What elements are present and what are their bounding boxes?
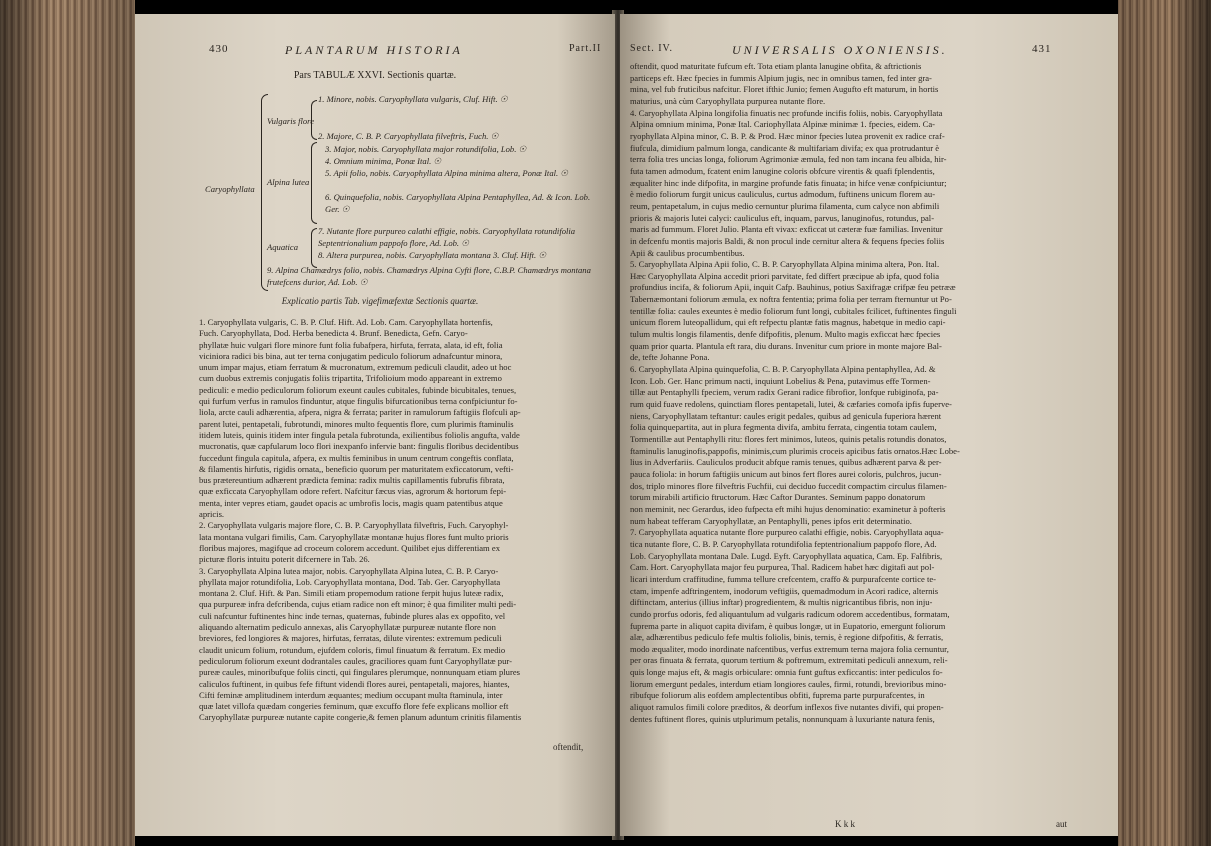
text-line: non meminit, nec Gerardus, ideo fufpecta eft mihi hujus denominatio: examinetur à pofteris: [630, 503, 946, 514]
text-line: quam prior quarta. Plantula eft rara, diu durans. Invenitur cum priore in monte majore Bal-: [630, 340, 942, 351]
text-line: particeps eft. Hæc fpecies in fummis Alpium jugis, nec in omnibus tamen, fed inter gra-: [630, 72, 932, 83]
tree-entry-7: 7. Nutante flore purpureo calathi effigie, nobis. Caryophyllata rotundifolia Septentrionalium pappofo flore, Ad. Lob. ☉: [318, 226, 576, 248]
text-line: pureæ caules, minoribufque foliis cincti, qui fingulares plerumque, nonnunquam etiam plures: [199, 667, 520, 678]
text-line: itidem luteis, quinis itidem inter fingula petala fubrotunda, exilientibus foliolis angufta, valde: [199, 429, 520, 440]
genus-label: Caryophyllata: [205, 184, 255, 194]
text-line: mina, vel fub fruticibus nafcitur. Floret ifthic Junio; femen Augufto eft maturum, in hortis: [630, 84, 939, 95]
right-page: [620, 14, 1118, 836]
text-line: dos, triplo minores flore filveftris Fuchfii, cui deciduo fuccedit compactim circulus filamen-: [630, 480, 947, 491]
text-line: Tabernæmontani foliorum æmula, ex noftra fententia; prima folia per terram fternuntur ut Po-: [630, 294, 952, 305]
group-alpina: Alpina lutea: [267, 177, 310, 187]
text-line: è medio foliorum furgit unicus cauliculus, curtus admodum, fuftinens unicum florem au-: [630, 189, 936, 200]
text-line: diftinctam, anterius (illius inftar) progredientem, & multis nigricantibus fibris, non inju-: [630, 597, 933, 608]
book-edge-right: [1118, 0, 1211, 846]
explicatio-heading: Explicatio partis Tab. vigefimæfextæ Sectionis quartæ.: [281, 296, 479, 306]
paragraph-1: [199, 317, 599, 724]
text-line: Fuch. Caryophyllata, Dod. Herba benedicta 4. Brunf. Benedicta, Gefn. Caryo-: [199, 328, 468, 339]
text-line: ctam, impenfe adftringentem, inodorum veftigiis, quemadmodum in Acori radice, alternis: [630, 585, 939, 596]
book-edge-left: [0, 0, 135, 846]
catchword-right: aut: [1056, 819, 1067, 829]
tree-entry-3: 3. Major, nobis. Caryophyllata major rotundifolia, Lob. ☉: [325, 144, 527, 154]
page-number-right: 431: [1032, 43, 1052, 55]
text-line: floribus majores, magifque ad croceum colorem accedunt. Quilibet ejus differentiam ex: [199, 542, 500, 553]
text-line: de, tefte Johanne Pona.: [630, 352, 710, 363]
text-line: Apii & caulibus procumbentibus.: [630, 247, 745, 258]
text-line: fuprema parte in aliquot capita divifam, è quibus longæ, ut in Eupatorio, emergunt foliorum: [630, 620, 946, 631]
text-line: quæ latet villofa quædam congeries feminum, quæ excuffo flore fefe explicans mollior eft: [199, 701, 509, 712]
text-line: in defcenfu montis majoris Baldi, & non procul inde cernitur altera & fequens fpecies foliis: [630, 235, 945, 246]
text-line: liola, arcte cauli adhærentia, afpera, nigra & ferrata; pariter in ramulorum faftigiis flofculi ap-: [199, 407, 521, 418]
text-line: ftaminulis lanuginofis,pappofis, minimis,cum plurimis croceis apicibus fatis ornatos.Hæc Lobe-: [630, 445, 960, 456]
text-line: dentes fuftinent flores, quinis utplurimum petalis, nonnunquam à luxuriante natura fenis,: [630, 713, 935, 724]
text-line: lata montana vulgari fimilis, Cam. Caryophyllatæ montanæ hujus flores funt multo prioris: [199, 531, 509, 542]
text-line: breviores, fed longiores & majores, hirfutas, ferratas, dilute virentes: extremum pediculi: [199, 633, 502, 644]
tree-entry-2: 2. Majore, C. B. P. Caryophyllata filveftris, Fuch. ☉: [318, 131, 499, 141]
right-body-text: [630, 61, 1070, 725]
running-title-left: PLANTARUM HISTORIA: [285, 43, 463, 57]
text-line: & filamentis hirfutis, rigidis ornata,, beneficio quorum per maturitatem exficcatorum, vefti-: [199, 463, 514, 474]
text-line: lius in Adverfariis. Cauliculos producit abfque ramis tenues, quibus adhærent parva & per-: [630, 457, 942, 468]
text-line: Cifti feminæ amplitudinem interdum æquantes; medium occupant multa ftaminula, inter: [199, 689, 503, 700]
text-line: culi nafcuntur fuftinentes hinc inde ternas, quaternas, fubinde plures alas ex oppofito, vel: [199, 610, 506, 621]
text-line: bus prætereuntium adhærent prædicta femina: radix multis capillamentis fubrufis fibrata,: [199, 475, 505, 486]
text-line: 5. Caryophyllata Alpina Apii folio, C. B. P. Caryophyllata Alpina minima altera, Pon. Ital.: [630, 259, 940, 270]
text-line: menta, inter vepres etiam, gaudet opacis ac umbrofis locis, magis quam patentibus atque: [199, 497, 503, 508]
text-line: rum quid fuave redolens, quinctiam flores pentapetali, lutei, & cæfaries comofa ipfis fuperve-: [630, 399, 952, 410]
text-line: liorum emergunt pedales, interdum etiam longiores caules, firmi, rotundi, brevioribus mino-: [630, 678, 947, 689]
vulgaris-brace: [311, 100, 317, 140]
text-line: quis longe majus eft, & magis orbiculare: omnia funt guftus exficcantis: inter pediculos fo-: [630, 667, 943, 678]
text-line: qui furfum verfus in ramulos finduntur, atque fingulis bifurcationibus terna confpiciuntur fo-: [199, 396, 518, 407]
text-line: tentillæ folia: caules exeuntes è medio foliorum funt longi, cubitales fcilicet, fuftinentes finguli: [630, 305, 957, 316]
text-line: pauca foliola: in horum faftigiis unicum aut binos fert flores aurei coloris, pulchros, jucun-: [630, 468, 942, 479]
text-line: 1. Caryophyllata vulgaris, C. B. P. Cluf. Hift. Ad. Lob. Cam. Caryophyllata hortenfis,: [199, 317, 493, 327]
text-line: parent lutei, pentapetali, fubrotundi, minores multo fequentis flore, cum plurimis ftaminulis: [199, 418, 514, 429]
group-vulgaris: Vulgaris flore: [267, 116, 315, 126]
text-line: Cam. Hort. Caryophyllata major feu purpurea, Thal. Radicem habet hæc digitafi aut pol-: [630, 562, 935, 573]
text-line: reum, pentapetalum, in cujus medio cernuntur plurima filamenta, cum calyce non abfimili: [630, 200, 940, 211]
text-line: fuccedunt fingula capitula, afpera, ex multis feminibus in unum centrum congeftis conflata,: [199, 452, 514, 463]
alpina-brace: [311, 142, 317, 224]
text-line: unum impar majus, etiam ferratum & mucronatum, extremum pediculi claudit, adeo ut hoc: [199, 362, 512, 373]
text-line: ribufque foliorum alis eofdem amplectentibus obfiti, fuprema parte purpurafcentes, in: [630, 690, 925, 701]
part-label: Part.II: [569, 43, 602, 54]
text-line: 7. Caryophyllata aquatica nutante flore purpureo calathi effigie, nobis. Caryophyllata aqua-: [630, 527, 944, 538]
text-line: pediculi: e medio pediculorum foliorum exeunt caules cubitales, fubinde bicubitales, tenues,: [199, 384, 517, 395]
tree-entry-9: 9. Alpina Chamædrys folio, nobis. Chamædrys Alpina Cyfti flore, C.B.P. Chamædrys montana frutefcens durior, Ad. Lob. ☉: [267, 265, 591, 287]
text-line: tulum multis longis filamentis, denfe difpofitis, plenum. Multo magis exficcat hæc fpecies: [630, 329, 941, 340]
text-line: Lob. Caryophyllata montana Dale. Lugd. Eyft. Caryophyllata aquatica, Cam. Ep. Falfibris,: [630, 550, 943, 561]
text-line: unicum florem luteopallidum, qui eft refpectu plantæ fatis magnus, habetque in medio capi-: [630, 317, 946, 328]
text-line: apricis.: [199, 509, 225, 520]
text-line: modo æqualiter, modo inordinate nafcentibus, verfus extremum terna majora folia cernuntur,: [630, 643, 949, 654]
text-line: phyllata major rotundifolia, Lob. Caryophyllata montana, Dod. Tab. Ger. Caryophyllata: [199, 576, 501, 587]
text-line: alæ, adhærentibus pediculo fefe multis foliolis, binis, ternis, è regione difpofitis, & ferratis,: [630, 632, 944, 643]
text-line: viciniora radici bis bina, aut ter terna conjugatim pediculo foliorum adnafcuntur minora,: [199, 350, 503, 361]
text-line: picturæ floris intuitu poterit difcernere in Tab. 26.: [199, 554, 370, 565]
aquatica-brace: [311, 228, 317, 268]
tree-entry-1: 1. Minore, nobis. Caryophyllata vulgaris, Cluf. Hift. ☉: [318, 94, 508, 104]
text-line: quæ exficcata Caryophyllam odore refert. Nafcitur fæcus vias, agrorum & hortorum fepi-: [199, 486, 507, 497]
tree-entry-6: 6. Quinquefolia, nobis. Caryophyllata Alpina Pentaphyllea, Ad. & Icon. Lob. Ger. ☉: [325, 192, 591, 214]
left-page: [135, 14, 615, 836]
section-label: Sect. IV.: [630, 43, 673, 54]
text-line: Icon. Lob. Ger. Hanc primum nacti, inquiunt Lobelius & Pena, putavimus effe Tormen-: [630, 375, 931, 386]
text-line: Hæc Caryophyllata Alpina accedit priori parvitate, fed differt præcipue ab ipfa, quod folia: [630, 270, 940, 281]
text-line: folia quinquepartita, aut in plura fegmenta divifa, ambitu ferrata, cingentia totam caulem,: [630, 422, 937, 433]
tree-entry-4: 4. Omnium minima, Ponæ Ital. ☉: [325, 156, 442, 166]
text-line: claudit unicum folium, rotundum, ejufdem coloris, fimul finuatum & ferratum. Ex medio: [199, 644, 506, 655]
text-line: Alpina omnium minima, Ponæ Ital. Cariophyllata Alpinæ minimæ 1. fpecies, eidem. Ca-: [630, 119, 936, 130]
text-line: 2. Caryophyllata vulgaris majore flore, C. B. P. Caryophyllata filveftris, Fuch. Caryophyl-: [199, 520, 509, 531]
table-title: Pars TABULÆ XXVI. Sectionis quartæ.: [293, 70, 457, 81]
text-line: caliculos fuftinent, in quibus fefe fiftunt videndi flores aurei, pentapetali, majores, hiantes,: [199, 678, 510, 689]
text-line: aliquot ramulos fimili colore præditos, & deorfum inflexos five nutantes divifi, qui propen-: [630, 702, 944, 713]
tree-entry-5: 5. Apii folio, nobis. Caryophyllata Alpina minima altera, Ponæ Ital. ☉: [325, 168, 568, 178]
text-line: tillæ aut Pentaphylli fpeciem, verum radix Gerani radice fibrofior, lonfque rubiginofa, pa-: [630, 387, 939, 398]
text-line: cundo prorfus odoris, fed aliquantulum ad vulgaris radicum odorem accedentibus, formatam,: [630, 608, 950, 619]
text-line: æqualiter hinc inde difpofita, in margine profunde fatis finuata; in hifce venæ confpiciuntur;: [630, 177, 947, 188]
text-line: 4. Caryophyllata Alpina longifolia finuatis nec profunde incifis foliis, nobis. Caryophyllata: [630, 107, 943, 118]
text-line: prioris & majoris lutei calyci: cauliculus eft, inquam, parvus, lanuginofus, rotundus, pal-: [630, 212, 935, 223]
text-line: tica nutante flore, C. B. P. Caryophyllata rotundifolia feptentrionalium pappofo flore, Ad.: [630, 538, 937, 549]
text-line: 6. Caryophyllata Alpina quinquefolia, C. B. P. Caryophyllata Alpina pentaphyllea, Ad. &: [630, 364, 936, 375]
text-line: cum duobus extremis conjugatis foliis tripartita, Trifolioium modo appareant in extremo: [199, 373, 502, 384]
text-line: qua purpureæ infra defcribenda, cujus etiam radice non eft minor; è qua fimiliter multi pedi-: [199, 599, 517, 610]
text-line: torum mirabili artificio ftructorum. Hæc Caftor Durantes. Seminum pappo donatorum: [630, 492, 926, 503]
page-number-left: 430: [209, 43, 229, 55]
text-line: 3. Caryophyllata Alpina lutea major, nobis. Caryophyllata Alpina lutea, C. B. P. Caryo-: [199, 565, 499, 576]
text-line: maris ad fummum. Floret Julio. Planta eft vivax: exficcat ut cæteræ fuæ familias. Invenitur: [630, 224, 943, 235]
catchword-left: oftendit,: [553, 742, 584, 752]
text-line: Caryophyllatæ purpureæ nutante capite congerie,& femen planum aduntum crinitis filamentis: [199, 712, 522, 723]
text-line: ryophyllata Alpina minor, C. B. P. & Prod. Hæc minor fpecies lutea provenit ex radice craf-: [630, 130, 945, 141]
signature-mark: K k k: [835, 819, 855, 829]
tree-entry-8: 8. Altera purpurea, nobis. Caryophyllata montana 3. Cluf. Hift. ☉: [318, 250, 547, 260]
text-line: pediculorum foliorum exeunt dodrantales caules, graciliores quam funt Caryophyllatæ pur-: [199, 655, 512, 666]
text-line: num habeat tefferam Caryophyllatæ, an Pentaphylli, penes ipfos erit determinatio.: [630, 515, 912, 526]
text-line: Tormentillæ aut Pentaphylli ritu: flores fert minimos, luteos, quinis petalis rotundis donatos,: [630, 434, 947, 444]
text-line: licari interdum craffitudine, fumma tellure crefcentem, craffo & purpurafcente cortice te-: [630, 573, 937, 584]
text-line: niens, Caryophyllatam teftantur: caules erigit pedales, quibus ad genicula fuperiora hærent: [630, 410, 942, 421]
text-line: mucronatis, quæ capfularum loco flori inexpanfo infervie bant: fingulis floribus decidentibus: [199, 441, 519, 452]
text-line: per oras finuata & ferrata, quorum tertium & poftremum, extremitati pediculi annexum, reli-: [630, 655, 948, 666]
running-title-right: UNIVERSALIS OXONIENSIS.: [732, 43, 948, 57]
text-line: fiufcula, dimidium palmum longa, candicante & multifariam divifa; ex qua protrudantur è: [630, 142, 940, 153]
text-line: phyllatæ huic vulgari flore minore funt folia fubafpera, hirfuta, ferrata, alata, id eft, folia: [199, 339, 503, 350]
text-line: terra folia tres uncias longa, foliorum Agrimoniæ æmula, fed non tam incana feu albida, hir-: [630, 154, 947, 165]
text-line: profundius incifa, & foliorum Apii, inquit Cafp. Bauhinus, potius Saxifragæ crifpæ feu petrææ: [630, 282, 956, 293]
text-line: montana 2. Cluf. Hift. & Pan. Simili etiam propemodum ratione ferpit hujus luteæ radix,: [199, 588, 504, 599]
text-line: maturius, unà cùm Caryophyllata purpurea nutante flore.: [630, 95, 826, 106]
text-line: aliquando alternatim pediculo annexas, alis Caryophyllatæ purpureæ nutante flore non: [199, 622, 496, 633]
text-line: oftendit, quod maturitate fufcum eft. Tota etiam planta lanugine obfita, & aftrictionis: [630, 61, 922, 71]
group-aquatica: Aquatica: [267, 242, 299, 252]
text-line: futa tamen admodum, fcatent enim lanugine coloris obfcure virentis & quafi fplendentis,: [630, 165, 935, 176]
